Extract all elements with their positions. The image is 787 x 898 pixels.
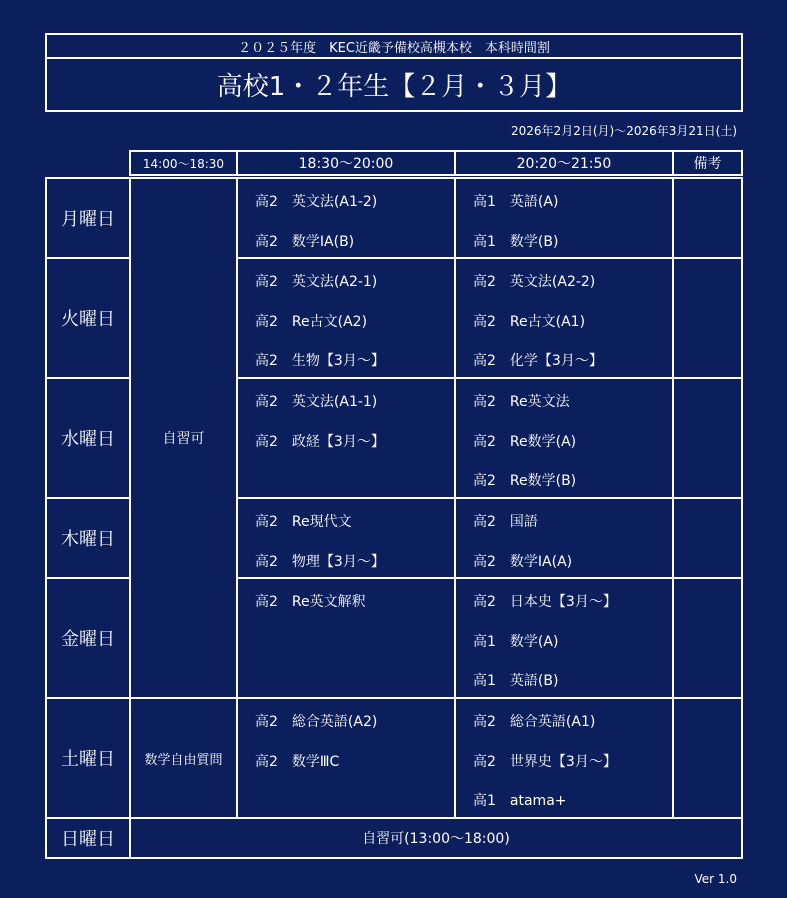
day-fri-label: 金曜日	[61, 629, 115, 650]
title-banner	[45, 59, 743, 112]
lesson: 高2 化学【3月～】	[473, 353, 603, 369]
fri-c2-cell	[236, 577, 456, 699]
day-wed-label: 水曜日	[61, 429, 115, 450]
lesson: 高2 日本史【3月～】	[473, 594, 617, 610]
col-header-4-label: 備考	[693, 156, 722, 172]
lesson: 高2 数学IA(A)	[473, 554, 573, 570]
sat-c1-label: 数学自由質問	[144, 752, 223, 768]
day-mon-label: 月曜日	[61, 209, 115, 230]
lesson: 高2 総合英語(A1)	[473, 714, 596, 730]
lesson: 高2 総合英語(A2)	[255, 714, 378, 730]
day-fri	[45, 577, 131, 699]
mon-notes-cell	[672, 177, 743, 259]
day-wed	[45, 377, 131, 499]
lesson: 高2 英文法(A1-1)	[255, 394, 378, 410]
self-study-block	[129, 177, 238, 699]
lesson: 高2 英文法(A2-2)	[473, 274, 596, 290]
col-header-3-label: 20:20～21:50	[516, 156, 612, 172]
tue-c2-cell	[236, 257, 456, 379]
subtitle: ２０２５年度 KEC近畿予備校高槻本校 本科時間割	[238, 40, 550, 56]
lesson: 高2 Re古文(A1)	[473, 314, 586, 330]
col-header-3	[454, 150, 674, 176]
day-sat	[45, 697, 131, 819]
lesson: 高2 英文法(A1-2)	[255, 194, 378, 210]
fri-c3-cell	[454, 577, 674, 699]
col-header-1-label: 14:00～18:30	[142, 156, 225, 171]
day-thu-label: 木曜日	[61, 529, 115, 550]
version-label: Ver 1.0	[694, 872, 737, 886]
page-title: 高校1・２年生【２月・３月】	[216, 72, 572, 102]
day-tue-label: 火曜日	[61, 309, 115, 330]
lesson: 高2 Re英文法	[473, 394, 570, 410]
lesson: 高2 物理【3月～】	[255, 554, 385, 570]
wed-notes-cell	[672, 377, 743, 499]
day-thu	[45, 497, 131, 579]
lesson: 高1 atama+	[473, 793, 567, 809]
sun-text: 自習可(13:00～18:00)	[362, 831, 510, 847]
lesson: 高1 英語(B)	[473, 673, 559, 689]
col-header-1	[129, 150, 238, 176]
lesson: 高2 数学IA(B)	[255, 234, 355, 250]
tue-c3-cell	[454, 257, 674, 379]
lesson: 高2 Re数学(B)	[473, 473, 577, 489]
thu-notes-cell	[672, 497, 743, 579]
lesson: 高1 英語(A)	[473, 194, 559, 210]
day-sat-label: 土曜日	[61, 749, 115, 770]
sat-c1-cell	[129, 697, 238, 819]
sat-c3-cell	[454, 697, 674, 819]
subtitle-banner	[45, 33, 743, 59]
mon-c3-cell	[454, 177, 674, 259]
mon-c2-cell	[236, 177, 456, 259]
lesson: 高2 数学ⅢC	[255, 754, 340, 770]
day-sun	[45, 817, 131, 859]
fri-notes-cell	[672, 577, 743, 699]
col-header-2	[236, 150, 456, 176]
tue-notes-cell	[672, 257, 743, 379]
lesson: 高1 数学(A)	[473, 634, 559, 650]
day-tue	[45, 257, 131, 379]
lesson: 高2 Re数学(A)	[473, 434, 577, 450]
sat-c2-cell	[236, 697, 456, 819]
lesson: 高2 世界史【3月～】	[473, 754, 617, 770]
day-mon	[45, 177, 131, 259]
col-header-4	[672, 150, 743, 176]
self-study-label: 自習可	[162, 431, 205, 447]
col-header-2-label: 18:30～20:00	[298, 156, 394, 172]
wed-c2-cell	[236, 377, 456, 499]
wed-c3-cell	[454, 377, 674, 499]
lesson: 高2 政経【3月～】	[255, 434, 385, 450]
lesson: 高2 国語	[473, 514, 538, 530]
date-range: 2026年2月2日(月)～2026年3月21日(土)	[511, 124, 737, 138]
lesson: 高2 Re英文解釈	[255, 594, 366, 610]
thu-c3-cell	[454, 497, 674, 579]
lesson: 高2 Re古文(A2)	[255, 314, 368, 330]
day-sun-label: 日曜日	[61, 829, 115, 850]
lesson: 高2 生物【3月～】	[255, 353, 385, 369]
lesson: 高2 Re現代文	[255, 514, 352, 530]
lesson: 高1 数学(B)	[473, 234, 559, 250]
sat-notes-cell	[672, 697, 743, 819]
lesson: 高2 英文法(A2-1)	[255, 274, 378, 290]
thu-c2-cell	[236, 497, 456, 579]
sun-row	[129, 817, 743, 859]
